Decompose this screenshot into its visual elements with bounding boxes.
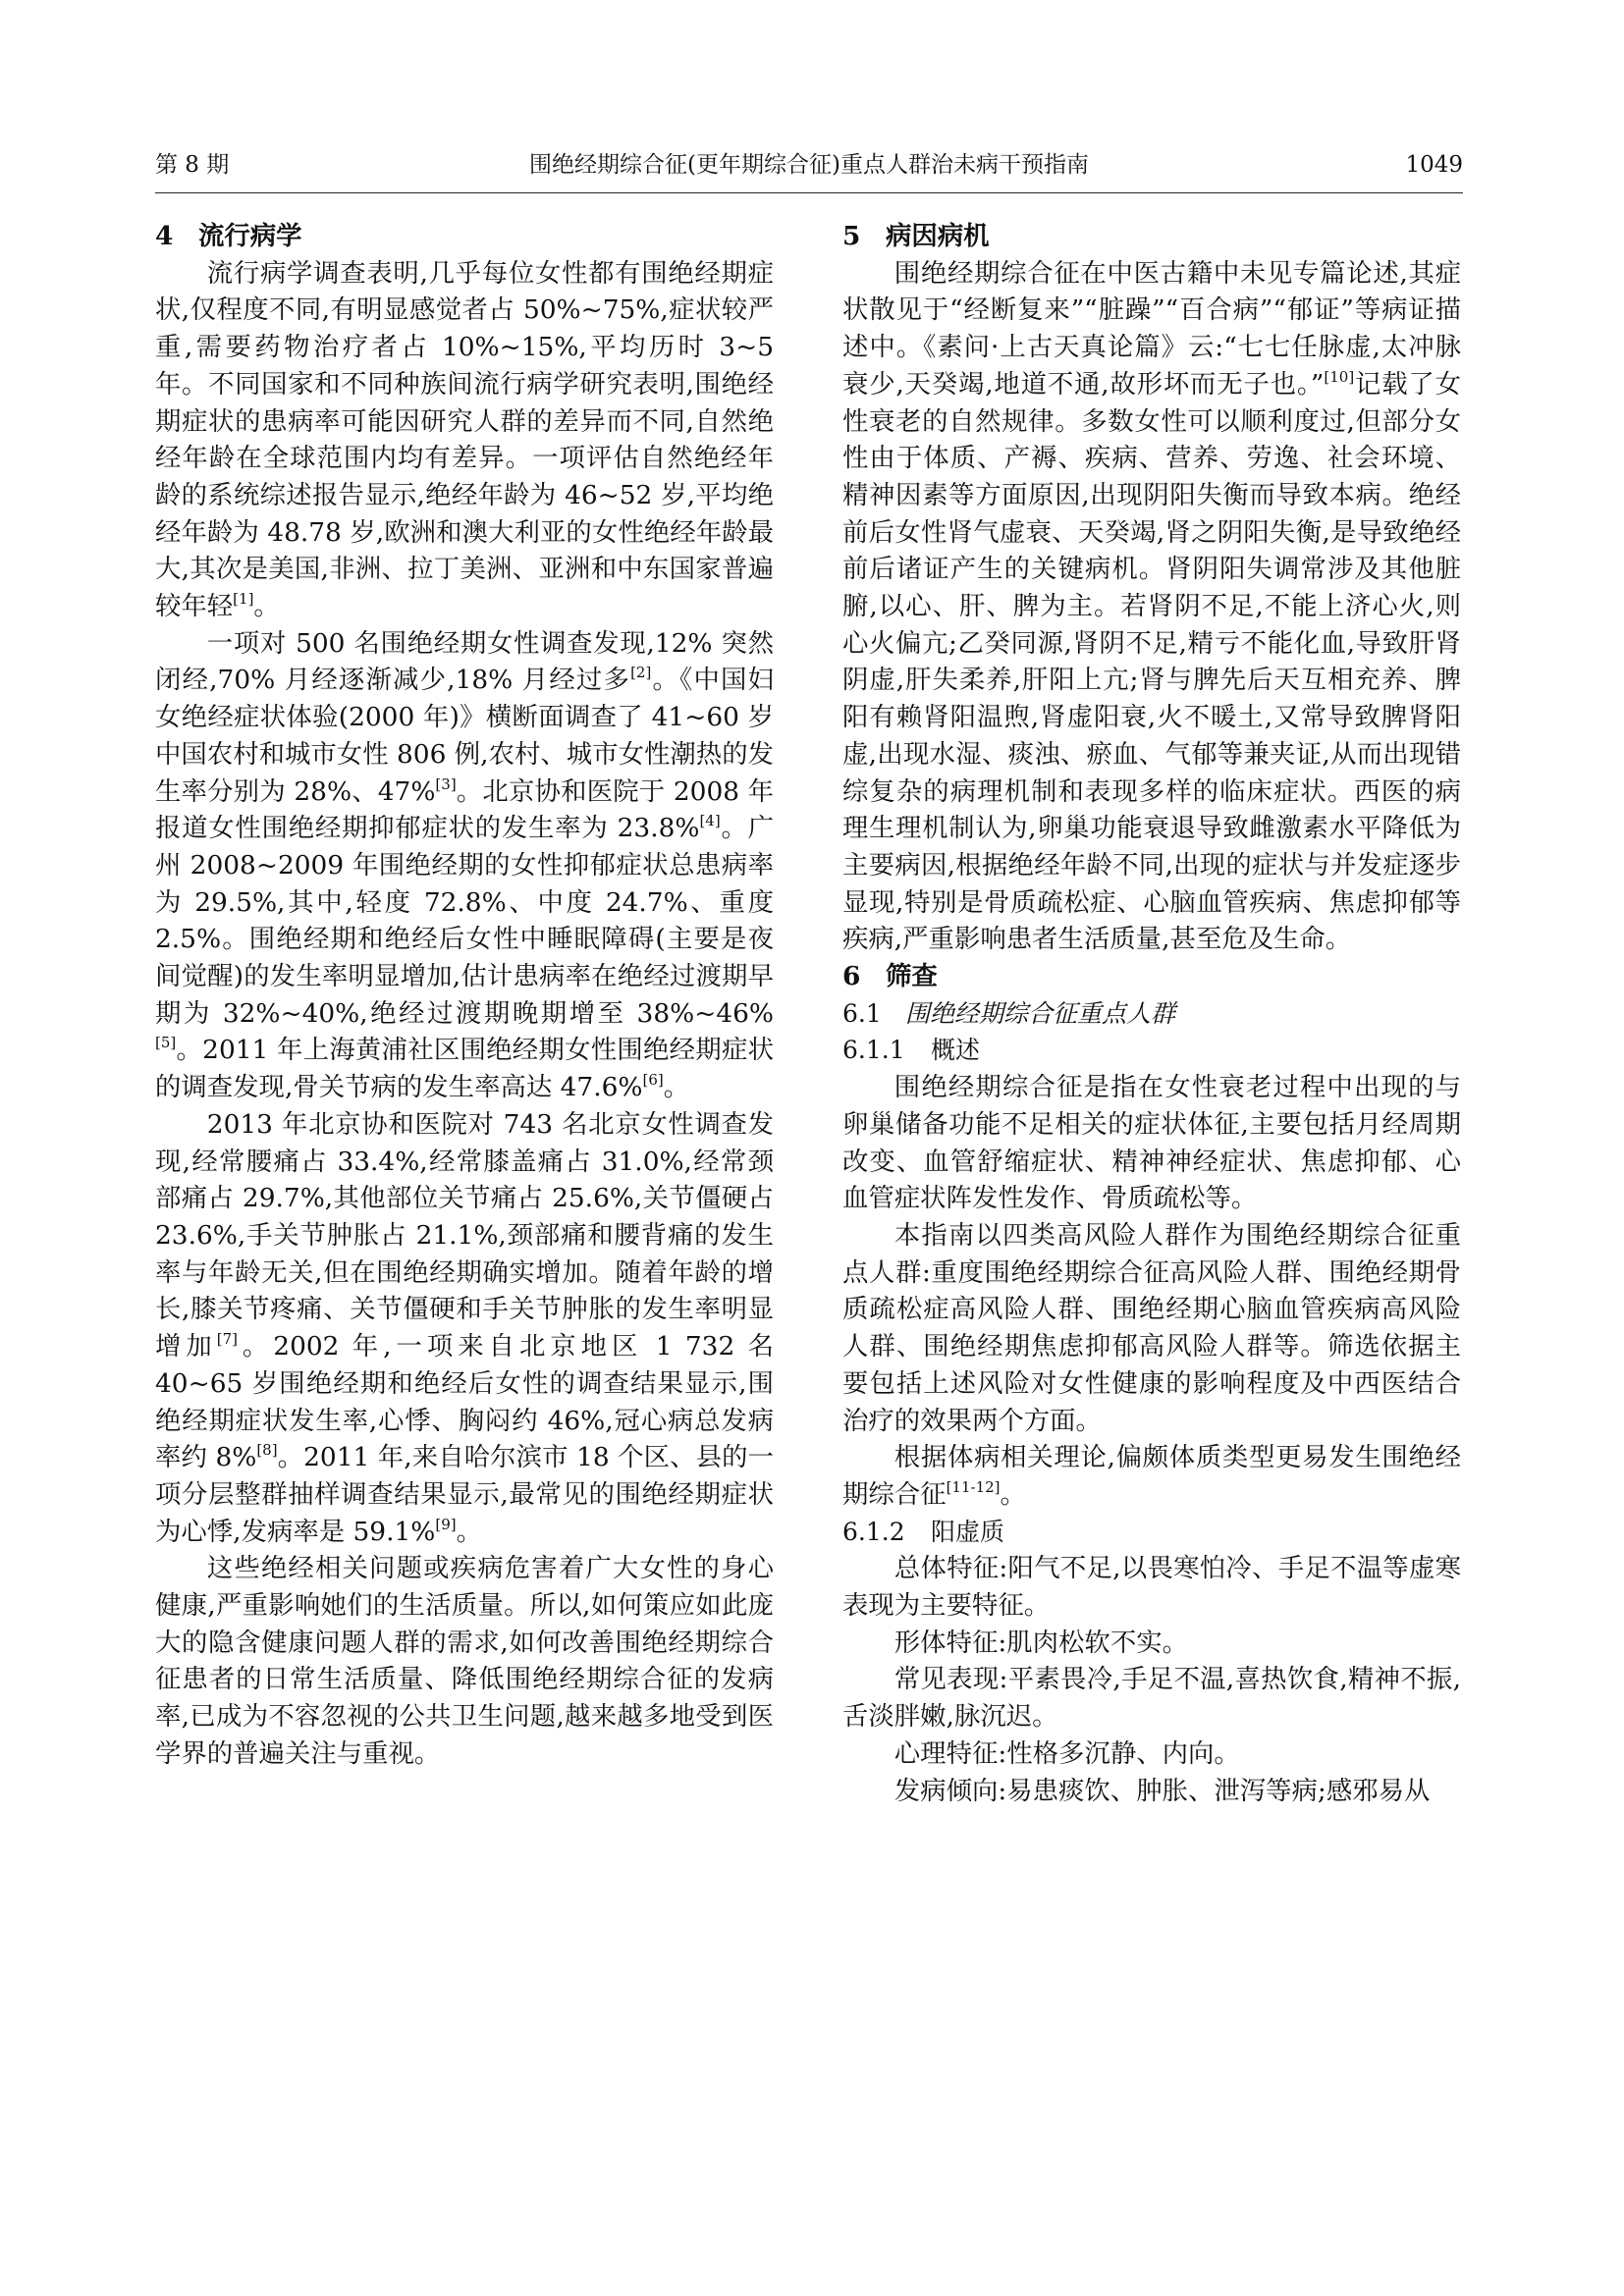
citation[interactable]: [1] <box>233 589 254 608</box>
citation[interactable]: [9] <box>435 1515 457 1533</box>
paragraph: 形体特征:肌肉松软不实。 <box>893 1627 1188 1658</box>
issue-number: 第 8 期 <box>155 152 230 178</box>
subsection-6-1-heading <box>842 995 1461 1033</box>
section-number: 4 <box>155 221 174 251</box>
page-number: 1049 <box>1405 152 1463 178</box>
paragraph: 本指南以四类高风险人群作为围绝经期综合征重点人群:重度围绝经期综合征高风险人群、围绝经期骨质疏松症高风险人群、围绝经期心脑血管疾病高风险人群、围绝经期焦虑抑郁高风险人群等。筛选依据主要包括上述风险对女性健康的影响程度及中西医结合治疗的效果两个方面。 <box>842 1219 1461 1436</box>
subsection-6-1-2-heading <box>842 1514 1461 1551</box>
citation[interactable]: [3] <box>435 774 457 793</box>
citation[interactable]: [5] <box>155 1034 177 1052</box>
citation[interactable]: [7] <box>216 1329 238 1348</box>
paragraph: 一项对 500 名围绝经期女性调查发现,12% 突然闭经,70% 月经逐渐减少,18% 月经过多[2]。《中国妇女绝经症状体验(2000 年)》横断面调查了 41~60 岁中国农村和城市女性 806 例,农村、城市女性潮热的发生率分别为 28%、47%[3]。北京协和医院于 2008 年报道女性围绝经期抑郁症状的发生率为 23.8%[4]。广州 2008~2009 年围绝经期的女性抑郁症状总患病率为 29.5%,其中,轻度 72.8%、中度 24.7%、重度 2.5%。围绝经期和绝经后女性中睡眠障碍(主要是夜间觉醒)的发生率明显增加,估计患病率在绝经过渡期早期为 32%~40%,绝经过渡期晚期增至 38%~46%[5]。2011 年上海黄浦社区围绝经期女性围绝经期症状的调查发现,骨关节病的发生率高达 47.6%[6]。 <box>155 627 774 1103</box>
section-title: 病因病机 <box>886 221 990 251</box>
paragraph: 心理特征:性格多沉静、内向。 <box>893 1737 1240 1769</box>
paragraph: 发病倾向:易患痰饮、肿胀、泄泻等病;感邪易从 <box>893 1775 1431 1806</box>
paragraph: 根据体病相关理论,偏颇体质类型更易发生围绝经期综合征[11-12]。 <box>842 1442 1461 1510</box>
right-column <box>842 218 1461 1809</box>
paragraph: 围绝经期综合征是指在女性衰老过程中出现的与卵巢储备功能不足相关的症状体征,主要包括月经周期改变、血管舒缩症状、精神神经症状、焦虑抑郁、心血管症状阵发性发作、骨质疏松等。 <box>842 1072 1461 1214</box>
paragraph: 围绝经期综合征在中医古籍中未见专篇论述,其症状散见于“经断复来”“脏躁”“百合病”“郁证”等病证描述中。《素问·上古天真论篇》云:“七七任脉虚,太冲脉衰少,天癸竭,地道不通,故形坏而无子也。”[10]记载了女性衰老的自然规律。多数女性可以顺利度过,但部分女性由于体质、产褥、疾病、营养、劳逸、社会环境、精神因素等方面原因,出现阴阳失衡而导致本病。绝经前后女性肾气虚衰、天癸竭,肾之阴阳失衡,是导致绝经前后诸证产生的关键病机。肾阴阳失调常涉及其他脏腑,以心、肝、脾为主。若肾阴不足,不能上济心火,则心火偏亢;乙癸同源,肾阴不足,精亏不能化血,导致肝肾阴虚,肝失柔养,肝阳上亢;肾与脾先后天互相充养、脾阳有赖肾阳温煦,肾虚阳衰,火不暖土,又常导致脾肾阳虚,出现水湿、痰浊、瘀血、气郁等兼夹证,从而出现错综复杂的病理机制和表现多样的临床症状。西医的病理生理机制认为,卵巢功能衰退导致雌激素水平降低为主要病因,根据绝经年龄不同,出现的症状与并发症逐步显现,特别是骨质疏松症、心脑血管疾病、焦虑抑郁等疾病,严重影响患者生活质量,甚至危及生命。 <box>842 257 1461 955</box>
citation[interactable]: [8] <box>256 1440 278 1459</box>
paragraph: 常见表现:平素畏冷,手足不温,喜热饮食,精神不振,舌淡胖嫩,脉沉迟。 <box>842 1664 1461 1733</box>
subsection-6-1-1-heading <box>842 1032 1461 1069</box>
section-number: 5 <box>842 221 861 251</box>
section-number: 6 <box>842 961 861 992</box>
subsection-number: 6.1.1 <box>842 1036 905 1065</box>
header-rule <box>155 192 1463 193</box>
subsection-title: 围绝经期综合征重点人群 <box>905 998 1176 1028</box>
section-title: 流行病学 <box>198 221 302 251</box>
subsection-number: 6.1 <box>842 998 882 1028</box>
paragraph: 流行病学调查表明,几乎每位女性都有围绝经期症状,仅程度不同,有明显感觉者占 50%~75%,症状较严重,需要药物治疗者占 10%~15%,平均历时 3~5 年。不同国家和不同种族间流行病学研究表明,围绝经期症状的患病率可能因研究人群的差异而不同,自然绝经年龄在全球范围内均有差异。一项评估自然绝经年龄的系统综述报告显示,绝经年龄为 46~52 岁,平均绝经年龄为 48.78 岁,欧洲和澳大利亚的女性绝经年龄最大,其次是美国,非洲、拉丁美洲、亚洲和中东国家普遍较年轻[1]。 <box>155 257 774 622</box>
subsection-title: 阳虚质 <box>931 1517 1005 1546</box>
citation[interactable]: [2] <box>630 664 652 682</box>
citation[interactable]: [10] <box>1324 367 1355 386</box>
paragraph: 2013 年北京协和医院对 743 名北京女性调查发现,经常腰痛占 33.4%,经常膝盖痛占 31.0%,经常颈部痛占 29.7%,其他部位关节痛占 25.6%,关节僵硬占 23.6%,手关节肿胀占 21.1%,颈部痛和腰背痛的发生率与年龄无关,但在围绝经期确实增加。随着年龄的增长,膝关节疼痛、关节僵硬和手关节肿胀的发生率明显增加[7]。2002 年,一项来自北京地区 1 732 名 40~65 岁围绝经期和绝经后女性的调查结果显示,围绝经期症状发生率,心悸、胸闷约 46%,冠心病总发病率约 8%[8]。2011 年,来自哈尔滨市 18 个区、县的一项分层整群抽样调查结果显示,最常见的围绝经期症状为心悸,发病率是 59.1%[9]。 <box>155 1108 774 1547</box>
subsection-title: 概述 <box>931 1036 981 1065</box>
citation[interactable]: [4] <box>699 812 721 829</box>
left-column <box>155 218 774 1773</box>
paragraph: 总体特征:阳气不足,以畏寒怕冷、手足不温等虚寒表现为主要特征。 <box>842 1553 1461 1622</box>
section-5-heading <box>842 218 1461 255</box>
subsection-number: 6.1.2 <box>842 1517 905 1546</box>
section-title: 筛查 <box>886 961 938 992</box>
citation[interactable]: [11-12] <box>946 1477 1001 1496</box>
running-header <box>155 145 1463 185</box>
citation[interactable]: [6] <box>642 1070 664 1089</box>
paragraph: 这些绝经相关问题或疾病危害着广大女性的身心健康,严重影响她们的生活质量。所以,如何策应如此庞大的隐含健康问题人群的需求,如何改善围绝经期综合征患者的日常生活质量、降低围绝经期综合征的发病率,已成为不容忽视的公共卫生问题,越来越多地受到医学界的普遍关注与重视。 <box>155 1553 774 1769</box>
section-4-heading <box>155 218 774 255</box>
running-title: 围绝经期综合征(更年期综合征)重点人群治未病干预指南 <box>529 152 1089 178</box>
section-6-heading <box>842 958 1461 995</box>
